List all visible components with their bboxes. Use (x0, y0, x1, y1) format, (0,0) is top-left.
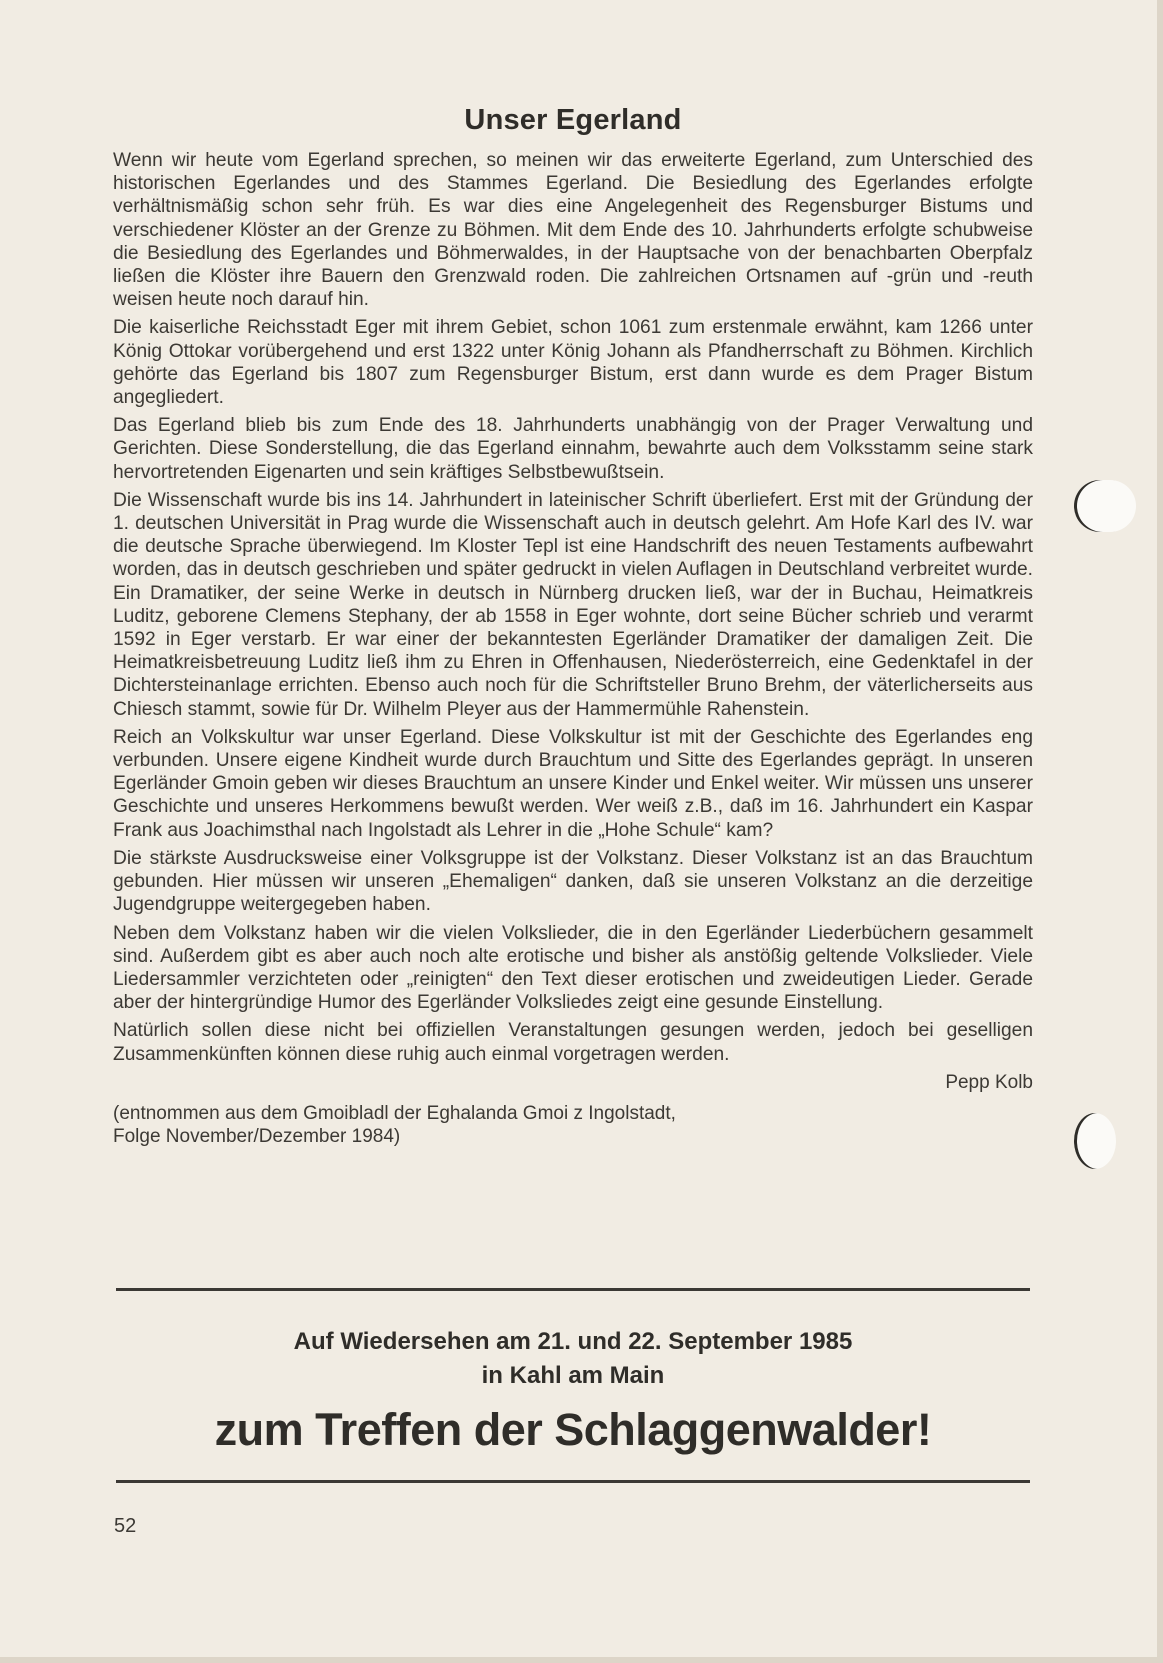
paragraph-7: Neben dem Volkstanz haben wir die vielen Volkslieder, die in den Egerländer Liederbüchern gesammelt sind. Außerdem gibt es aber auch noch alte erotische und bisher als anstößig geltende Volkslieder. Viele Liedersammler verzichteten oder „reinigten“ den Text dieser erotischen und zweideutigen Lieder. Gerade aber der hintergründige Humor des Egerländer Volksliedes zeigt eine gesunde Einstellung. (113, 922, 1033, 1014)
bottom-divider (116, 1480, 1030, 1483)
announcement-headline: zum Treffen der Schlaggenwalder! (214, 1404, 932, 1455)
punch-hole-upper (1074, 480, 1136, 532)
paragraph-8: Natürlich sollen diese nicht bei offiziellen Veranstaltungen gesungen werden, jedoch bei geselligen Zusammenkünften können diese ruhig auch einmal vorgetragen werden. (113, 1020, 1033, 1065)
announcement-line-2: in Kahl am Main (481, 1362, 665, 1389)
paragraph-3: Das Egerland blieb bis zum Ende des 18. Jahrhunderts unabhängig von der Prager Verwaltung und Gerichten. Diese Sonderstellung, die das Egerland einnahm, bewahrte auch dem Volksstamm seine stark hervortretenden Eigenarten und sein kräftiges Selbstbewußtsein. (113, 415, 1033, 483)
top-divider (116, 1288, 1030, 1291)
paragraph-6: Die stärkste Ausdrucksweise einer Volksgruppe ist der Volkstanz. Dieser Volkstanz ist an das Brauchtum gebunden. Hier müssen wir unseren „Ehemaligen“ danken, daß sie unseren Volkstanz an die derzeitige Jugendgruppe weitergegeben haben. (113, 847, 1033, 916)
article (113, 104, 1033, 1148)
article-title: Unser Egerland (464, 104, 682, 136)
source-line-1: (entnommen aus dem Gmoibladl der Eghalanda Gmoi z Ingolstadt, (113, 1102, 676, 1124)
announcement-line-1: Auf Wiedersehen am 21. und 22. September 1985 (293, 1328, 853, 1355)
source-line-2: Folge November/Dezember 1984) (113, 1125, 401, 1147)
punch-hole-lower (1074, 1113, 1116, 1169)
paragraph-2: Die kaiserliche Reichsstadt Eger mit ihrem Gebiet, schon 1061 zum erstenmale erwähnt, kam 1266 unter König Ottokar vorübergehend und erst 1322 unter König Johann als Pfandherrschaft zu Böhmen. Kirchlich gehörte das Egerland bis 1807 zum Regensburger Bistum, erst dann wurde es dem Prager Bistum angegliedert. (113, 317, 1033, 409)
paragraph-5: Reich an Volkskultur war unser Egerland. Diese Volkskultur ist mit der Geschichte des Egerlandes eng verbunden. Unsere eigene Kindheit wurde durch Brauchtum und Sitte des Egerlandes geprägt. In unseren Egerländer Gmoin geben wir dieses Brauchtum an unsere Kinder und Enkel weiter. Wir müssen uns unserer Geschichte und unseres Herkommens bewußt werden. Wer weiß z.B., daß im 16. Jahrhundert ein Kaspar Frank aus Joachimsthal nach Ingolstadt als Lehrer in die „Hohe Schule“ kam? (113, 726, 1033, 841)
author: Pepp Kolb (945, 1071, 1033, 1093)
paragraph-4: Die Wissenschaft wurde bis ins 14. Jahrhundert in lateinischer Schrift überliefert. Erst mit der Gründung der 1. deutschen Universität in Prag wurde die Wissenschaft auch in deutsch gelehrt. Am Hofe Karl des IV. war die deutsche Sprache überwiegend. Im Kloster Tepl ist eine Handschrift des neuen Testaments aufbewahrt worden, das in deutsch geschrieben und später gedruckt in vielen Auflagen in Deutschland verbreitet wurde. Ein Dramatiker, der seine Werke in deutsch in Nürnberg drucken ließ, war der in Buchau, Heimatkreis Luditz, geborene Clemens Stephany, der ab 1558 in Eger wohnte, dort seine Bücher schrieb und verarmt 1592 in Eger verstarb. Er war einer der bekanntesten Egerländer Dramatiker der damaligen Zeit. Die Heimatkreisbetreuung Luditz ließ ihm zu Ehren in Offenhausen, Niederösterreich, eine Gedenktafel in der Dichtersteinanlage errichten. Ebenso auch noch für die Schriftsteller Bruno Brehm, der väterlicherseits aus Chiesch stammt, sowie für Dr. Wilhelm Pleyer aus der Hammermühle Rahenstein. (113, 489, 1033, 720)
page-number: 52 (114, 1515, 137, 1537)
paragraph-1: Wenn wir heute vom Egerland sprechen, so meinen wir das erweiterte Egerland, zum Unterschied des historischen Egerlandes und des Stammes Egerland. Die Besiedlung des Egerlandes erfolgte verhältnismäßig schon sehr früh. Es war dies eine Angelegenheit des Regensburger Bistums und verschiedener Klöster an der Grenze zu Böhmen. Mit dem Ende des 10. Jahrhunderts erfolgte schubweise die Besiedlung des Egerlandes und Böhmerwaldes, in der Hauptsache von der benachbarten Oberpfalz ließen die Klöster ihre Bauern den Grenzwald roden. Die zahlreichen Ortsnamen auf -grün und -reuth weisen heute noch darauf hin. (113, 150, 1033, 311)
